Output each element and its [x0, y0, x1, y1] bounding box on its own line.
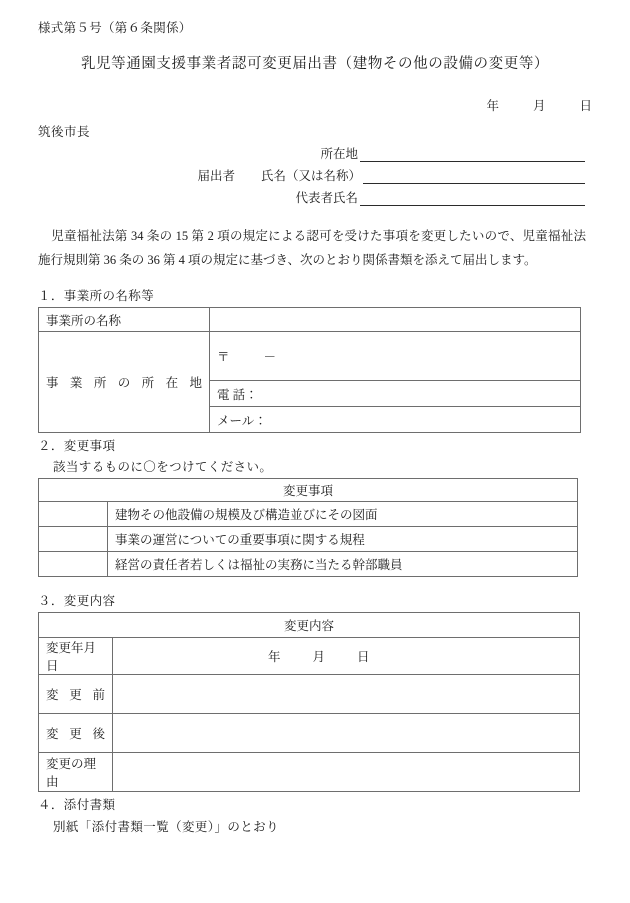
table-row-change-date [39, 638, 580, 675]
section2-table [38, 478, 578, 577]
page-title: 乳児等通園支援事業者認可変更届出書（建物その他の設備の変更等） [80, 56, 550, 72]
tel-label: 電 話： [217, 387, 258, 402]
submitter-group-label: 届出者 [197, 169, 235, 183]
section4-heading: ４．添付書類 [38, 798, 116, 812]
submitter-address-input[interactable] [360, 146, 585, 162]
change-before-label [39, 675, 113, 714]
office-address-label [39, 332, 210, 433]
change-before-value[interactable] [113, 675, 580, 714]
submitter-name-input[interactable] [363, 168, 585, 184]
office-address-label-text: 事業所の所在地 [46, 376, 202, 390]
section2-table-header: 変更事項 [39, 479, 578, 502]
section1-table [38, 307, 581, 433]
change-date-day-label: 日 [357, 650, 370, 664]
office-mail-value[interactable] [210, 407, 581, 433]
submitter-name-label: 氏名（又は名称） [260, 169, 361, 183]
submitter-representative-row [38, 184, 585, 206]
submitter-address-label: 所在地 [320, 147, 358, 161]
change-before-label-text: 変更前 [46, 688, 105, 702]
table-row-before [39, 675, 580, 714]
submitter-address-row [38, 140, 585, 162]
table-row-reason [39, 753, 580, 792]
table-row [39, 552, 578, 577]
section2-instruction: 該当するものに〇をつけてください。 [53, 460, 273, 474]
change-item-checkbox-0[interactable] [39, 502, 108, 527]
mail-label: メール： [217, 413, 267, 428]
submitter-block [38, 140, 585, 206]
date-day-label: 日 [579, 99, 592, 113]
date-month-label: 月 [532, 99, 546, 113]
table-row-office-name [39, 308, 581, 332]
form-number: 様式第５号（第６条関係） [38, 21, 192, 35]
change-item-checkbox-2[interactable] [39, 552, 108, 577]
date-year-label: 年 [486, 99, 499, 113]
body-paragraph-text: 児童福祉法第 34 条の 15 第 2 項の規定による認可を受けた事項を変更したいので、児童福祉法施行規則第 36 条の 36 第 4 項の規定に基づき、次のとおり関係書類を添えて届出します。 [38, 229, 586, 268]
section3-table-header: 変更内容 [39, 613, 580, 638]
section2-heading: ２．変更事項 [38, 439, 116, 453]
postal-mark-icon: 〒 [217, 350, 230, 364]
change-item-label-0: 建物その他設備の規模及び構造並びにその図面 [108, 502, 578, 527]
office-postal-value[interactable] [210, 332, 581, 381]
change-after-label [39, 714, 113, 753]
table-row [39, 502, 578, 527]
change-item-label-1: 事業の運営についての重要事項に関する規程 [108, 527, 578, 552]
submitter-representative-input[interactable] [360, 190, 585, 206]
change-date-month-label: 月 [312, 650, 326, 664]
change-date-value[interactable] [113, 638, 580, 675]
postal-dash: － [263, 350, 277, 364]
submitter-representative-label: 代表者氏名 [295, 191, 358, 205]
table-row-after [39, 714, 580, 753]
change-item-label-2: 経営の責任者若しくは福祉の実務に当たる幹部職員 [108, 552, 578, 577]
change-after-label-text: 変更後 [46, 727, 105, 741]
change-date-year-label: 年 [268, 650, 281, 664]
office-tel-value[interactable] [210, 381, 581, 407]
office-name-value[interactable] [210, 308, 581, 332]
change-after-value[interactable] [113, 714, 580, 753]
office-name-label: 事業所の名称 [39, 308, 210, 332]
change-reason-value[interactable] [113, 753, 580, 792]
table-row [39, 527, 578, 552]
table-row-postal [39, 332, 581, 381]
change-date-label: 変更年月日 [39, 638, 113, 675]
change-reason-label: 変更の理由 [39, 753, 113, 792]
table-header-row [39, 613, 580, 638]
section3-table [38, 612, 580, 792]
change-item-checkbox-1[interactable] [39, 527, 108, 552]
body-paragraph [38, 224, 586, 273]
section4-note: 別紙「添付書類一覧（変更）」のとおり [53, 820, 279, 834]
date-line [0, 96, 592, 114]
table-header-row [39, 479, 578, 502]
submitter-name-row [38, 162, 585, 184]
section1-heading: １．事業所の名称等 [38, 289, 155, 303]
addressee: 筑後市長 [38, 125, 91, 139]
section3-heading: ３．変更内容 [38, 594, 116, 608]
